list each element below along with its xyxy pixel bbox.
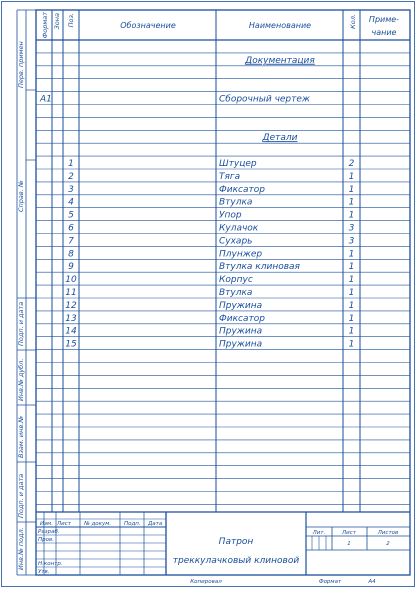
footer-format-label: Формат <box>318 579 342 585</box>
row-pos: 5 <box>68 210 74 221</box>
row-pos: 14 <box>65 326 77 337</box>
stamp-list-value: 1 <box>347 541 351 547</box>
header-zone: Зона <box>53 13 61 30</box>
row-name: Кулачок <box>219 223 259 234</box>
row-name: Сухарь <box>219 236 253 247</box>
footer-format-value: A4 <box>368 579 376 585</box>
row-pos: 11 <box>65 288 77 298</box>
row-name: Втулка <box>219 197 253 208</box>
section-heading: Детали <box>262 133 298 144</box>
stamp-title-line1: Патрон <box>218 537 254 547</box>
side-label-inv-podl: Инв.№ подл. <box>17 527 25 570</box>
header-note-line2: чание <box>371 28 397 37</box>
stamp-razrab: Разраб. <box>38 529 60 535</box>
side-label-inv-dubl: Инв.№ дубл. <box>17 358 25 401</box>
stamp-lit: Лит. <box>312 530 326 536</box>
row-name: Втулка клиновая <box>219 262 300 273</box>
row-name: Корпус <box>219 275 253 286</box>
row-qty: 1 <box>348 300 355 311</box>
row-name: Фиксатор <box>219 184 265 195</box>
row-name: Втулка <box>219 288 253 298</box>
row-pos: 7 <box>68 236 74 247</box>
row-name: Фиксатор <box>219 313 265 324</box>
stamp-prov: Пров. <box>38 537 54 543</box>
row-pos: 12 <box>65 300 77 311</box>
row-name: Штуцер <box>219 159 257 169</box>
side-label-podp-data: Подп. и дата <box>17 301 25 346</box>
row-qty: 1 <box>348 262 355 273</box>
row-qty: 1 <box>348 326 355 337</box>
row-pos: 15 <box>65 339 77 350</box>
stamp-data: Дата <box>148 521 163 527</box>
header-pos: Поз. <box>67 13 75 28</box>
stamp-n-kontr: Н.контр. <box>38 561 63 567</box>
section-heading: Документация <box>245 55 315 66</box>
row-name: Упор <box>219 210 242 221</box>
side-label-podp-data: Подп. и дата <box>17 473 25 518</box>
stamp-listov-label: Листов <box>377 530 399 536</box>
header-designation: Обозначение <box>120 21 176 30</box>
row-name: Пружина <box>219 300 263 311</box>
stamp-doc-no: № докум. <box>84 521 112 527</box>
row-format: A1 <box>40 94 52 105</box>
side-label-sprav-no: Справ. № <box>17 180 25 212</box>
row-qty: 2 <box>348 159 355 169</box>
row-name: Пружина <box>219 326 263 337</box>
row-qty: 1 <box>348 210 355 221</box>
stamp-title-line2: треккулачковый клиновой <box>172 556 300 566</box>
row-pos: 13 <box>65 313 77 324</box>
header-format: Формат <box>41 12 49 39</box>
row-qty: 3 <box>348 236 355 247</box>
row-qty: 1 <box>348 171 355 182</box>
row-qty: 1 <box>348 249 355 260</box>
header-qty: Кол. <box>349 14 357 29</box>
stamp-list-label: Лист <box>342 530 356 536</box>
row-pos: 8 <box>68 249 74 260</box>
row-qty: 1 <box>348 184 355 195</box>
row-name: Тяга <box>219 171 241 182</box>
row-pos: 6 <box>68 223 74 234</box>
header-name: Наименование <box>248 21 312 30</box>
row-pos: 2 <box>68 171 74 182</box>
row-pos: 3 <box>68 184 74 195</box>
row-qty: 1 <box>348 313 355 324</box>
row-name: Пружина <box>219 339 263 350</box>
row-qty: 1 <box>348 288 355 298</box>
header-note-line1: Приме- <box>368 15 400 24</box>
stamp-utv: Утв. <box>38 569 50 575</box>
row-pos: 4 <box>68 197 74 208</box>
row-qty: 3 <box>348 223 355 234</box>
stamp-listov-value: 2 <box>386 541 390 547</box>
stamp-izm: Изм. <box>40 521 53 527</box>
row-qty: 1 <box>348 339 355 350</box>
row-qty: 1 <box>348 197 355 208</box>
side-label-perv-primen: Перв. примен <box>17 41 25 88</box>
row-name: Плунжер <box>219 249 263 260</box>
footer-kopiroval: Копировал <box>190 579 222 585</box>
row-pos: 9 <box>68 262 74 273</box>
stamp-list: Лист <box>57 521 71 527</box>
stamp-podp: Подп. <box>124 521 141 527</box>
row-pos: 1 <box>68 159 74 169</box>
row-pos: 10 <box>65 275 77 286</box>
side-label-vzam-inv: Взам. инв.№ <box>17 415 25 458</box>
row-qty: 1 <box>348 275 355 286</box>
row-name: Сборочный чертеж <box>219 94 311 105</box>
